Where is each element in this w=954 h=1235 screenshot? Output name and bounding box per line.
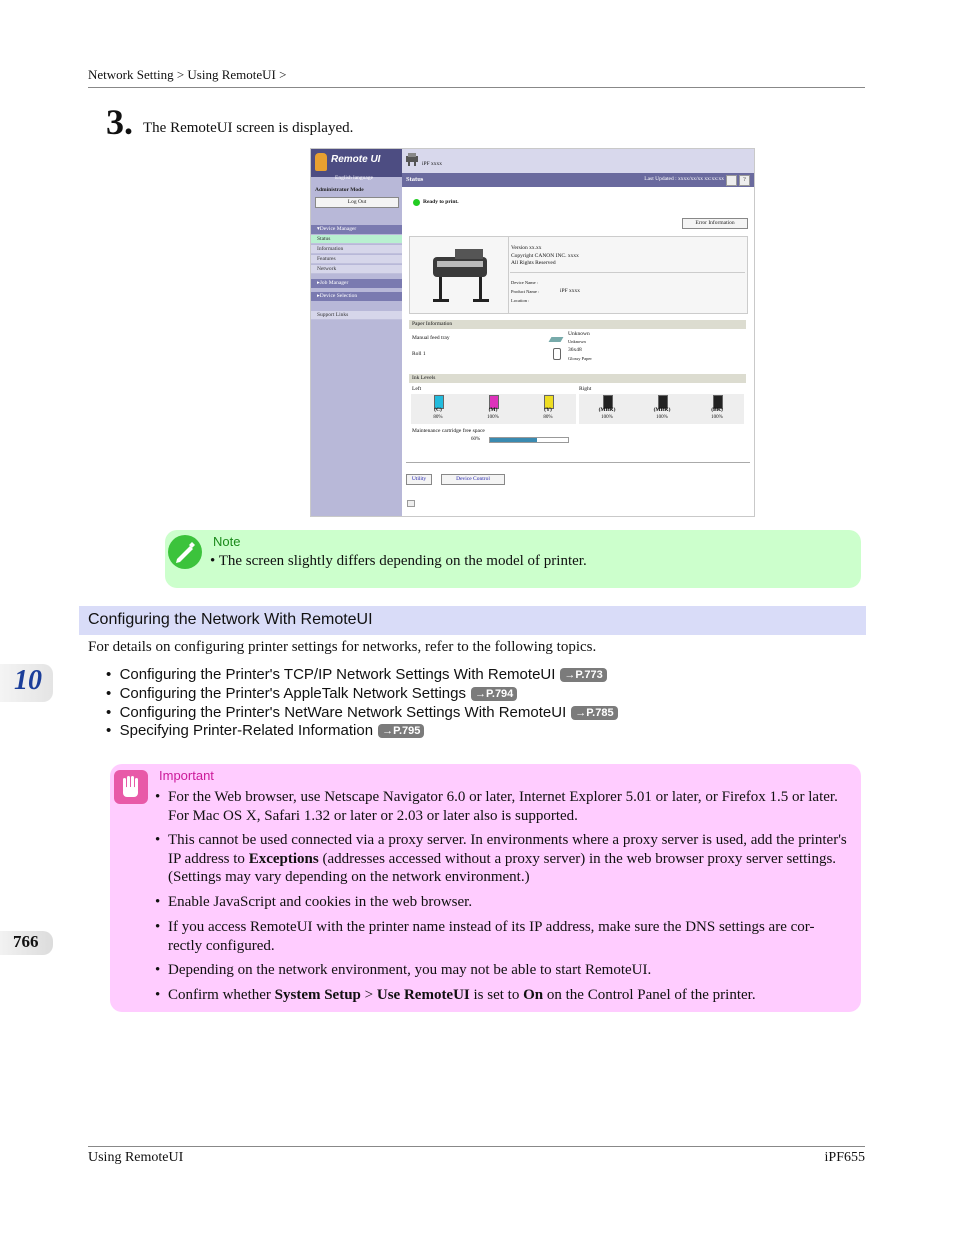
section-title: Configuring the Network With RemoteUI bbox=[88, 611, 373, 628]
note-pencil-icon bbox=[168, 535, 202, 569]
important-item-5: • Depending on the network environment, you may not be able to start RemoteUI. bbox=[155, 962, 652, 978]
ready-status-icon bbox=[413, 199, 420, 206]
manual-feed-value-1: Unknown bbox=[568, 331, 590, 337]
nav-device-selection[interactable]: ▸Device Selection bbox=[311, 292, 402, 301]
page-ref-badge[interactable]: →P.795 bbox=[378, 724, 424, 738]
ink-mbk1-label: (MBK) bbox=[598, 407, 616, 413]
page-ref-badge[interactable]: →P.794 bbox=[471, 687, 517, 701]
error-information-button[interactable]: Error Information bbox=[682, 218, 748, 229]
ink-left-label: Left bbox=[412, 386, 422, 392]
printer-image bbox=[425, 243, 495, 305]
nav-job-manager[interactable]: ▸Job Manager bbox=[311, 279, 402, 288]
product-name-value: iPF xxxx bbox=[560, 288, 581, 294]
page-number: 766 bbox=[13, 932, 39, 951]
printer-icon bbox=[405, 152, 419, 166]
topic-link-2[interactable]: • Configuring the Printer's AppleTalk Network Settings →P.794 bbox=[106, 685, 517, 702]
running-head: Network Setting > Using RemoteUI > bbox=[88, 67, 287, 82]
manual-feed-icon bbox=[549, 337, 564, 342]
step-text: The RemoteUI screen is displayed. bbox=[143, 120, 354, 136]
utility-button[interactable]: Utility bbox=[406, 474, 432, 485]
maintenance-label: Maintenance cartridge free space bbox=[412, 428, 485, 434]
nav-features[interactable]: Features bbox=[311, 255, 402, 264]
ink-mbk1-value: 100% bbox=[601, 415, 613, 420]
step-number: 3. bbox=[106, 102, 133, 142]
remoteui-screenshot bbox=[310, 148, 755, 517]
nav-information[interactable]: Information bbox=[311, 245, 402, 254]
page-ref-badge[interactable]: →P.773 bbox=[560, 668, 606, 682]
nav-status[interactable]: Status bbox=[311, 235, 402, 244]
product-name-label: Product Name : bbox=[511, 289, 540, 294]
page-ref-badge[interactable]: →P.785 bbox=[571, 706, 617, 720]
scroll-top-icon[interactable] bbox=[407, 500, 415, 507]
ink-mbk2-value: 100% bbox=[656, 415, 668, 420]
logo-text: Remote UI bbox=[331, 154, 381, 165]
device-control-button[interactable]: Device Control bbox=[441, 474, 505, 485]
refresh-icon[interactable] bbox=[726, 175, 737, 186]
important-item-6: • Confirm whether System Setup > Use RemoteUI is set to On on the Control Panel of the printer. bbox=[155, 987, 756, 1003]
ink-yellow-label: (Y) bbox=[544, 407, 552, 413]
note-item: • The screen slightly differs depending on the model of printer. bbox=[210, 553, 587, 569]
remoteui-logo bbox=[311, 149, 402, 177]
ink-cyan-label: (C) bbox=[434, 407, 442, 413]
roll-media: Glossy Paper bbox=[568, 356, 592, 361]
note-text: The screen slightly differs depending on the model of printer. bbox=[218, 553, 587, 569]
important-item-2: • This cannot be used connected via a proxy server. In environments where a proxy server is used, add the printer's IP address to Exceptions (addresses accessed without a proxy server) in the web browser proxy server settings. (Settings may vary depending on the network environment.) bbox=[155, 832, 847, 885]
maintenance-bar bbox=[489, 437, 569, 443]
logout-button[interactable]: Log Out bbox=[315, 197, 399, 208]
ink-levels-header: Ink Levels bbox=[409, 374, 746, 383]
ink-bk-value: 100% bbox=[711, 415, 723, 420]
header-rule bbox=[88, 87, 865, 88]
ink-magenta-value: 100% bbox=[487, 415, 499, 420]
topic-link-1[interactable]: • Configuring the Printer's TCP/IP Network Settings With RemoteUI →P.773 bbox=[106, 666, 607, 683]
ink-magenta-label: (M) bbox=[488, 407, 498, 413]
section-intro: For details on configuring printer settings for networks, refer to the following topics. bbox=[88, 639, 597, 655]
note-title: Note bbox=[213, 534, 241, 549]
ink-right-label: Right bbox=[579, 386, 592, 392]
status-bar bbox=[402, 173, 754, 187]
manual-feed-value-2: Unknown bbox=[568, 339, 586, 344]
maintenance-bar-fill bbox=[490, 438, 537, 442]
important-item-1: • For the Web browser, use Netscape Navigator 6.0 or later, Internet Explorer 5.01 or later, or Firefox 1.5 or later. For Mac OS X, Safari 1.32 or later or 2.03 or later also is supported. bbox=[155, 789, 838, 824]
chapter-number: 10 bbox=[14, 665, 42, 696]
ready-text: Ready to print. bbox=[423, 199, 459, 205]
roll-icon bbox=[553, 348, 561, 360]
nav-device-manager[interactable]: ▾Device Manager bbox=[311, 225, 402, 234]
last-updated: Last Updated : xxxx/xx/xx xx:xx:xx bbox=[644, 176, 724, 182]
printer-logo-icon bbox=[315, 153, 327, 171]
ink-mbk2-label: (MBK) bbox=[653, 407, 671, 413]
important-hand-icon bbox=[114, 770, 148, 804]
device-name-label: Device Name : bbox=[511, 280, 538, 285]
copyright-text: Copyright CANON INC. xxxx bbox=[511, 253, 579, 259]
ink-bk-label: (BK) bbox=[711, 407, 723, 413]
rights-text: All Rights Reserved bbox=[511, 260, 556, 266]
help-icon[interactable]: ? bbox=[739, 175, 750, 186]
status-title: Status bbox=[406, 176, 424, 183]
location-label: Location : bbox=[511, 298, 530, 303]
language-link[interactable]: English language bbox=[335, 175, 374, 181]
footer-model: iPF655 bbox=[824, 1150, 865, 1165]
nav-support-links[interactable]: Support Links bbox=[311, 311, 402, 320]
footer-section: Using RemoteUI bbox=[88, 1150, 184, 1165]
printer-name: iPF xxxx bbox=[422, 161, 443, 167]
maintenance-value: 60% bbox=[471, 437, 481, 442]
device-panel bbox=[409, 236, 748, 314]
important-item-3: • Enable JavaScript and cookies in the web browser. bbox=[155, 894, 473, 910]
roll-size: 36x48 bbox=[568, 347, 582, 353]
topic-link-3[interactable]: • Configuring the Printer's NetWare Network Settings With RemoteUI →P.785 bbox=[106, 704, 618, 721]
footer-rule bbox=[88, 1146, 865, 1147]
ink-cyan-value: 80% bbox=[433, 415, 443, 420]
nav-network[interactable]: Network bbox=[311, 265, 402, 274]
ink-yellow-value: 80% bbox=[543, 415, 553, 420]
paper-info-header: Paper Information bbox=[409, 320, 746, 329]
important-item-4: • If you access RemoteUI with the printer name instead of its IP address, make sure the DNS settings are cor- rectly configured. bbox=[155, 919, 815, 954]
admin-mode-label: Administrator Mode bbox=[315, 187, 364, 193]
version-text: Version xx.xx bbox=[511, 245, 542, 251]
roll-label: Roll 1 bbox=[412, 351, 426, 357]
screenshot-topbar bbox=[402, 149, 754, 173]
topic-link-4[interactable]: • Specifying Printer-Related Information →P.795 bbox=[106, 722, 424, 739]
important-title: Important bbox=[159, 768, 214, 783]
manual-feed-label: Manual feed tray bbox=[412, 335, 450, 341]
